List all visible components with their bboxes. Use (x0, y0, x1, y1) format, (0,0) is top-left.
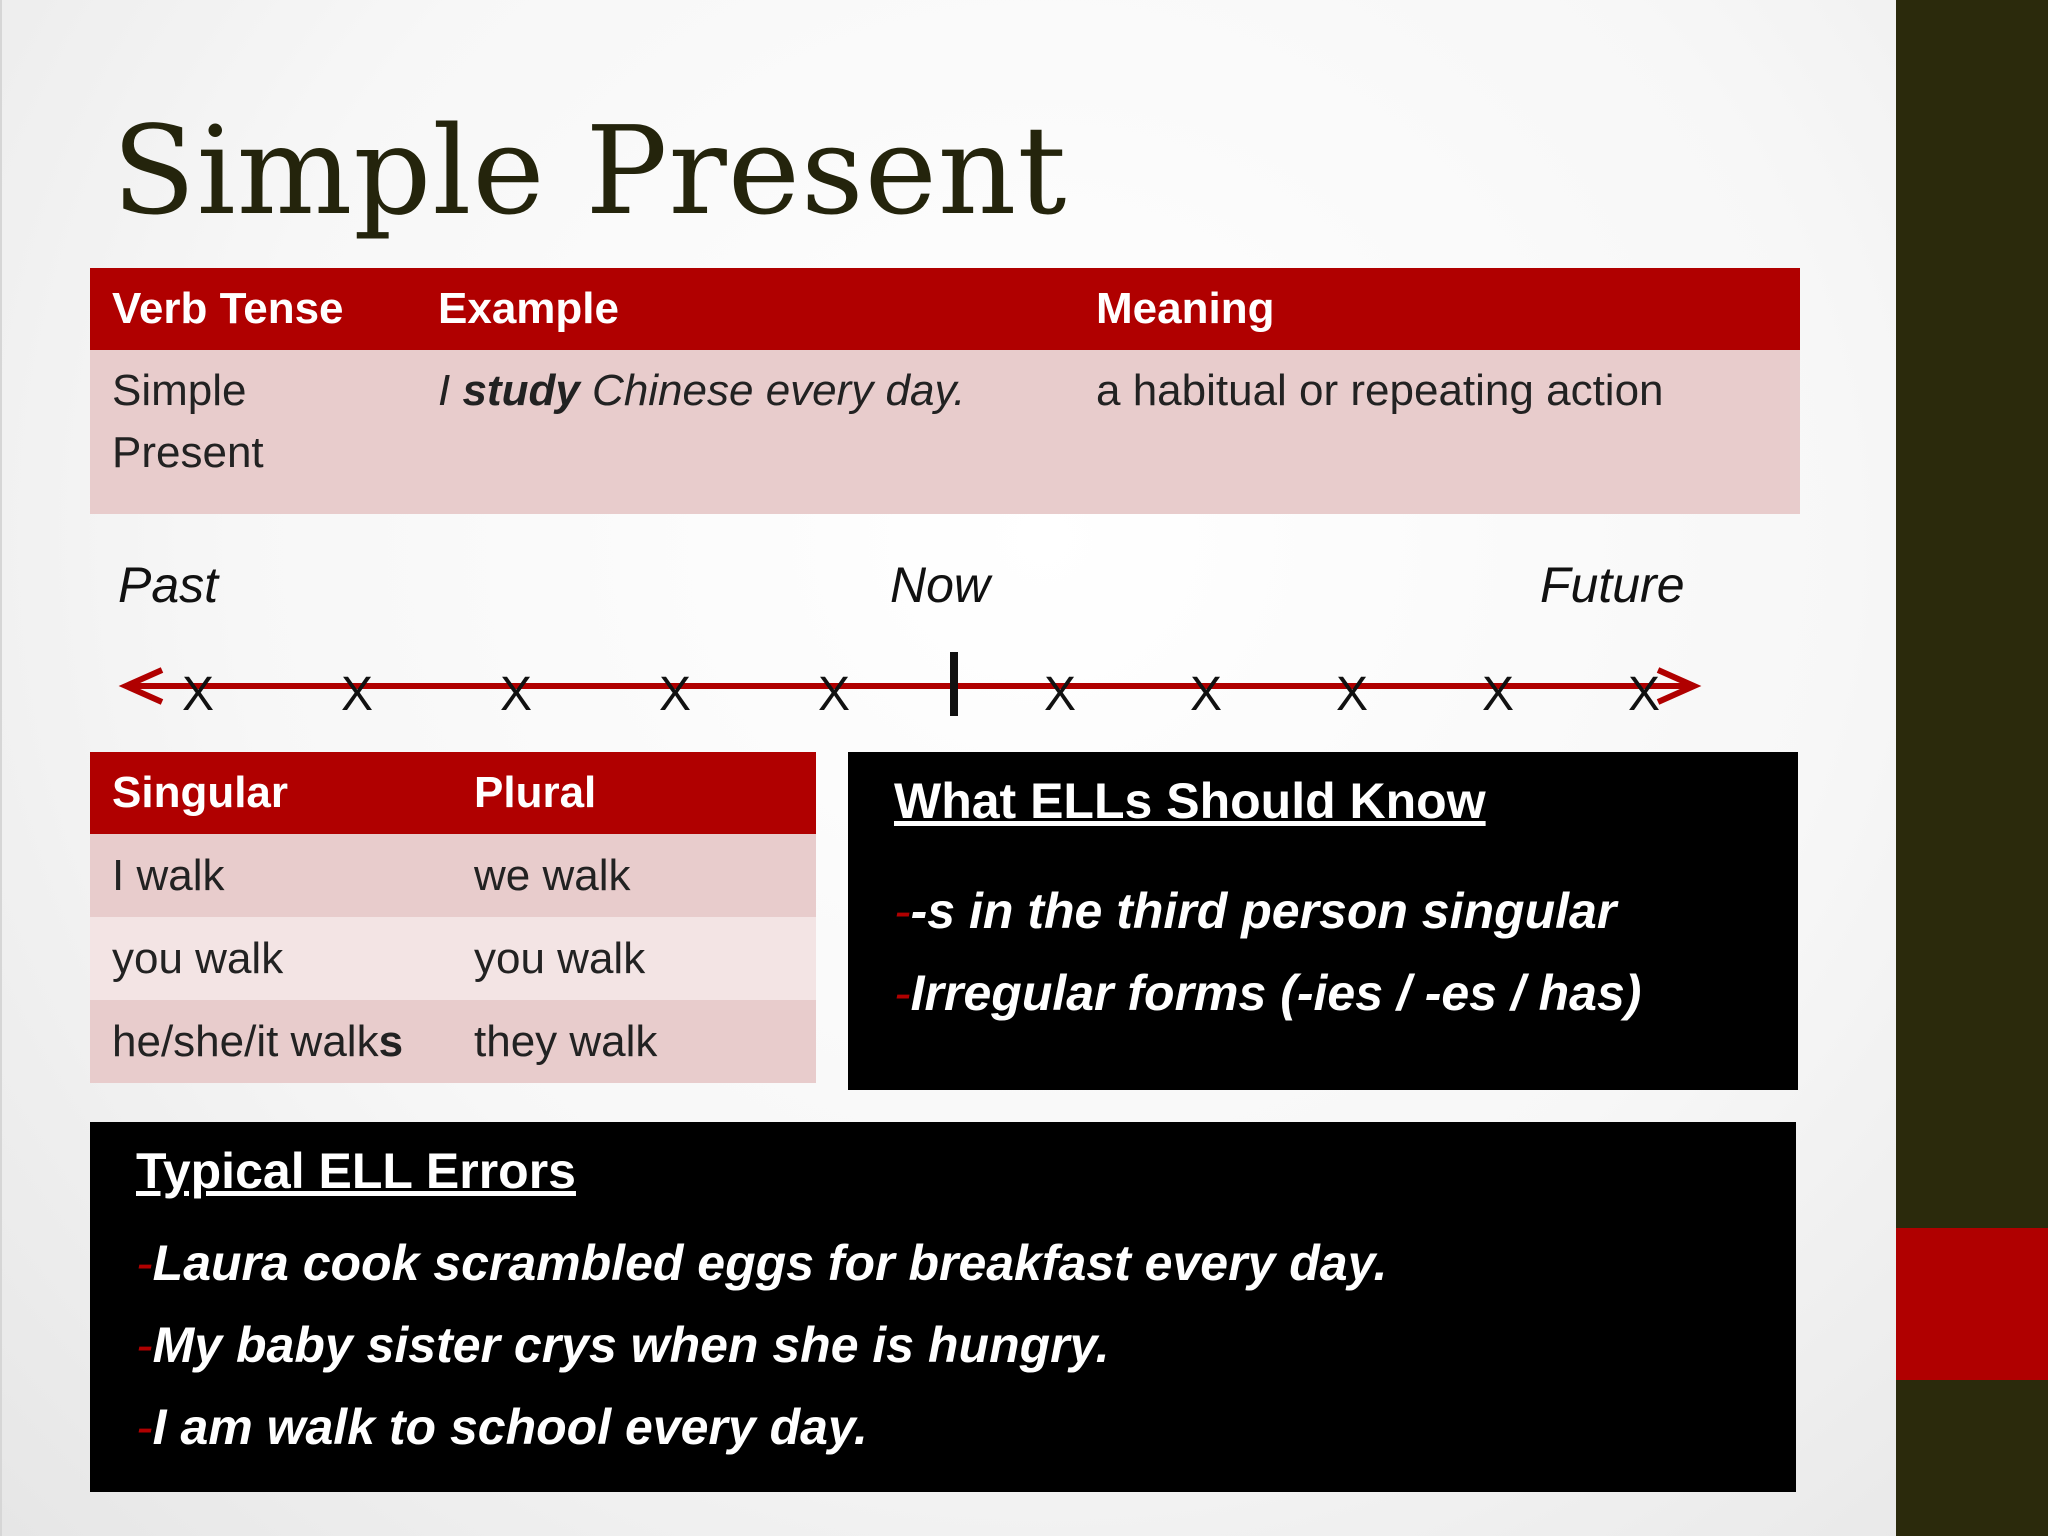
cell-singular (90, 1000, 452, 1083)
bullet-dash: - (136, 1235, 153, 1291)
header-meaning: Meaning (1074, 268, 1800, 350)
timeline-mark: X (340, 668, 374, 720)
timeline-mark: X (658, 668, 692, 720)
tense-name-line2: Present (112, 428, 264, 477)
table-header-row (90, 752, 816, 834)
table-row (90, 350, 1800, 514)
cell-plural: you walk (452, 917, 816, 1000)
what-ells-should-know-box (848, 752, 1798, 1090)
list-item (894, 952, 1641, 1034)
cell-meaning: a habitual or repeating action (1074, 350, 1800, 514)
list-item-text: Irregular forms (-ies / -es / has) (910, 965, 1642, 1021)
page-title: Simple Present (112, 100, 1068, 242)
table-row (90, 834, 816, 917)
timeline-now-label: Now (890, 557, 991, 613)
list-item (894, 870, 1641, 952)
cell-plural: we walk (452, 834, 816, 917)
know-box-heading: What ELLs Should Know (894, 773, 1486, 829)
example-pre: I (438, 366, 463, 415)
bullet-dash: - (894, 965, 911, 1021)
timeline-mark: X (817, 668, 851, 720)
side-accent-block (1896, 1228, 2048, 1380)
know-box-list (894, 870, 1641, 1034)
list-item-text: My baby sister crys when she is hungry. (152, 1317, 1110, 1373)
header-verb-tense: Verb Tense (90, 268, 416, 350)
timeline-past-label: Past (118, 557, 219, 613)
bullet-dash: - (894, 883, 911, 939)
timeline-mark: X (1043, 668, 1077, 720)
header-example: Example (416, 268, 1074, 350)
list-item-text: I am walk to school every day. (152, 1399, 868, 1455)
typical-ell-errors-box (90, 1122, 1796, 1492)
example-post: Chinese every day. (579, 366, 966, 415)
timeline-mark: X (1335, 668, 1369, 720)
list-item-text: -s in the third person singular (910, 883, 1617, 939)
timeline-mark: X (499, 668, 533, 720)
timeline (112, 640, 1712, 720)
timeline-mark: X (1189, 668, 1223, 720)
list-item (136, 1222, 1387, 1304)
timeline-mark: X (1481, 668, 1515, 720)
singular-suffix: s (378, 1016, 404, 1066)
table-row (90, 917, 816, 1000)
list-item-text: Laura cook scrambled eggs for breakfast every day. (152, 1235, 1388, 1291)
bullet-dash: - (136, 1317, 153, 1373)
timeline-marks (182, 668, 1660, 720)
list-item (136, 1304, 1387, 1386)
table-header-row (90, 268, 1800, 350)
timeline-future-label: Future (1540, 557, 1685, 613)
errors-box-list (136, 1222, 1387, 1468)
cell-plural: they walk (452, 1000, 816, 1083)
list-item (136, 1386, 1387, 1468)
cell-verb-tense (90, 350, 416, 514)
cell-example (416, 350, 1074, 514)
singular-base: he/she/it walk (112, 1016, 379, 1066)
singular-plural-table (90, 752, 816, 1083)
timeline-mark: X (1627, 668, 1661, 720)
header-plural: Plural (452, 752, 816, 834)
tense-name-line1: Simple (112, 366, 247, 415)
bullet-dash: - (136, 1399, 153, 1455)
header-singular: Singular (90, 752, 452, 834)
cell-singular: you walk (90, 917, 452, 1000)
errors-box-heading: Typical ELL Errors (136, 1143, 576, 1199)
cell-singular: I walk (90, 834, 452, 917)
example-verb: study (462, 366, 580, 415)
table-row (90, 1000, 816, 1083)
timeline-mark: X (181, 668, 215, 720)
verb-tense-table (90, 268, 1800, 514)
